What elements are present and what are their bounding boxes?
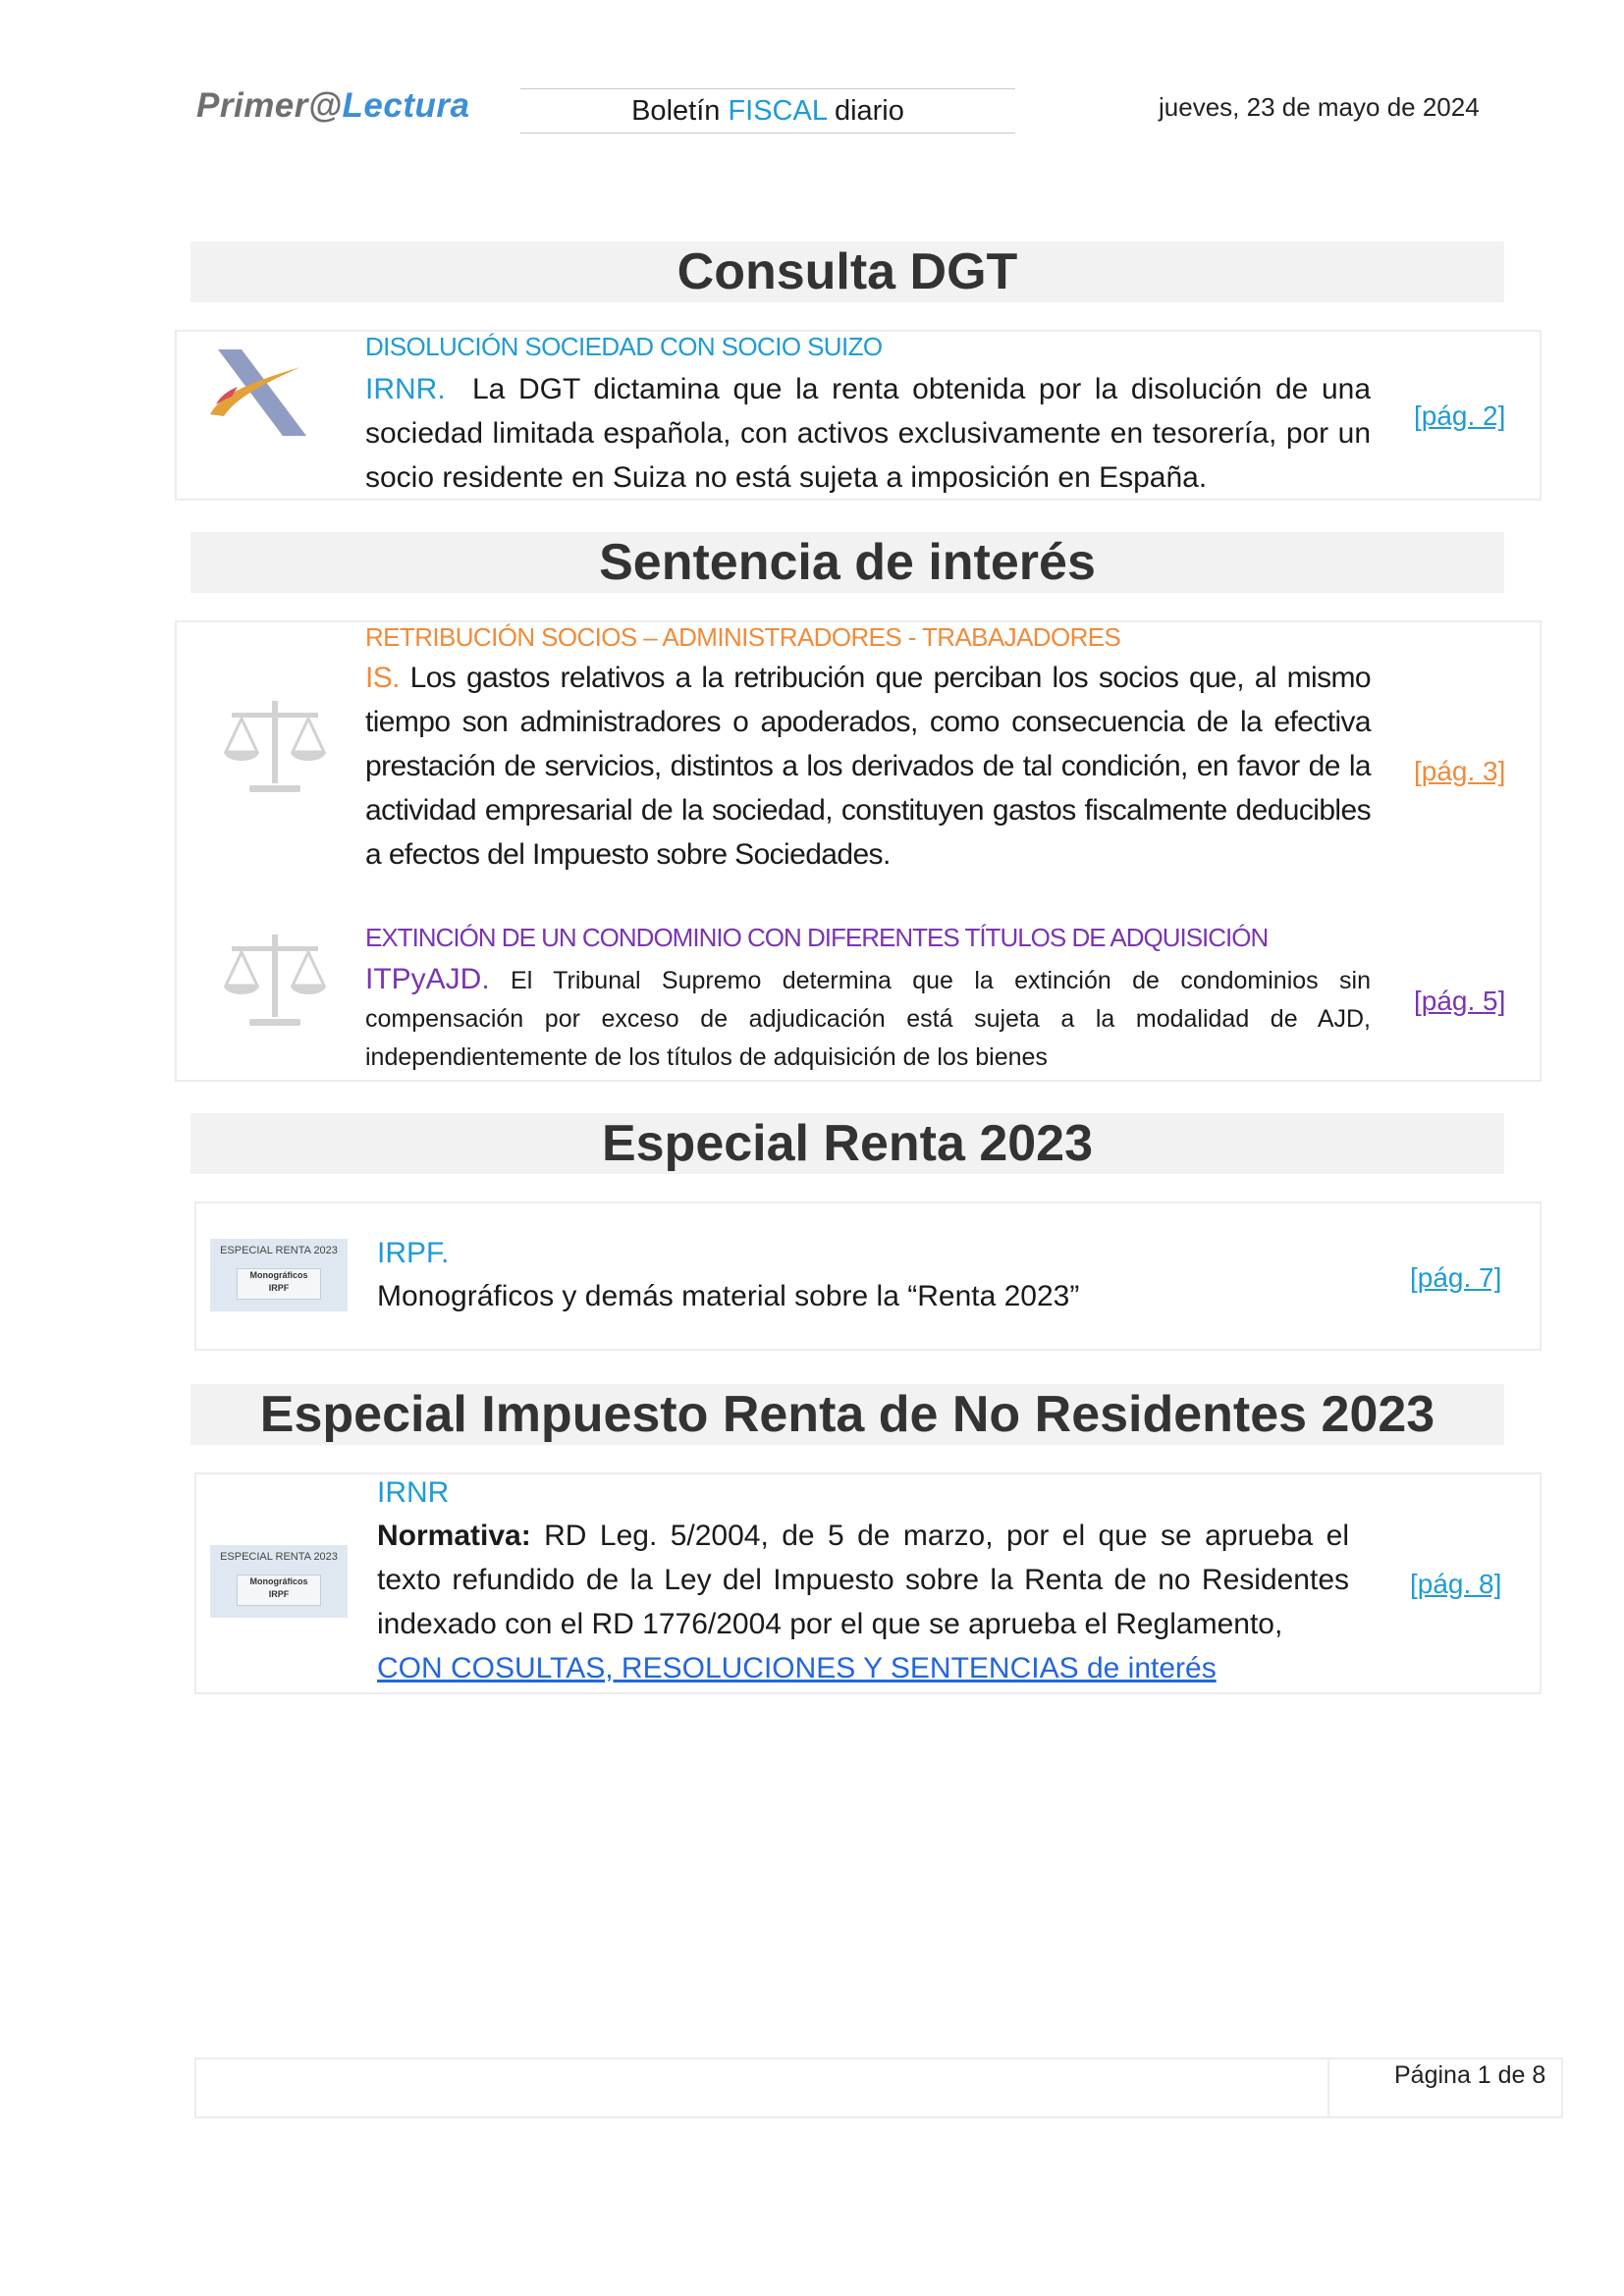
item-text: Monográficos y demás material sobre la “Renta 2023” [377,1280,1080,1312]
item-title: RETRIBUCIÓN SOCIOS – ADMINISTRADORES - TRABAJADORES [365,622,1121,652]
thumb-line1: Monográficos [249,1576,308,1586]
thumb-line1: Monográficos [249,1270,308,1280]
thumb-line2: IRPF [268,1589,290,1599]
item-text: La DGT dictamina que la renta obtenida por la disolución de una sociedad limitada española, con activos exclusivamente en tesorería, por un socio residente en Suiza no está sujeta a imposición en España. [365,373,1372,494]
item-text: Los gastos relativos a la retribución que perciban los socios que, al mismo tiempo son administradores o apoderados, como consecuencia de la efectiva prestación de servicios, distintos a los derivados de tal condición, en favor de la actividad empresarial de la sociedad, constituyen gastos fiscalmente deducibles a efectos del Impuesto sobre Sociedades. [365,662,1371,871]
thumb-title: ESPECIAL RENTA 2023 [220,1245,338,1256]
thumb-inner [237,1575,321,1606]
thumb-line2: IRPF [268,1283,290,1293]
scales-icon [222,927,328,1033]
footer-divider [1327,2057,1329,2118]
tax-label: ITPyAJD. [365,963,490,995]
consultas-link[interactable]: CON COSULTAS, RESOLUCIONES Y SENTENCIAS de interés [377,1652,1217,1684]
section-title-sentencia: Sentencia de interés [190,532,1504,593]
scales-icon [222,693,328,799]
tax-label: IRNR. [365,373,446,405]
section-title-renta: Especial Renta 2023 [190,1113,1504,1174]
logo-part2: Lectura [342,86,470,125]
logo-part1: Primer@ [196,86,343,125]
page-number: Página 1 de 8 [1394,2061,1546,2089]
bulletin-pre: Boletín [631,95,729,127]
section-title-irnr: Especial Impuesto Renta de No Residentes 2023 [190,1384,1504,1445]
item-body [365,960,1371,1077]
item-body [377,1514,1349,1690]
page-link[interactable]: [pág. 7] [1410,1262,1502,1293]
item-title: DISOLUCIÓN SOCIEDAD CON SOCIO SUIZO [365,332,883,361]
bulletin-post: diario [826,95,904,127]
item-text: El Tribunal Supremo determina que la extinción de condominios sin compensación por exceso de adjudicación está sujeta a la modalidad de AJD, independientemente de los títulos de adquisición de los bienes [365,967,1371,1071]
renta-thumbnail[interactable] [210,1239,348,1311]
brand-logo [196,86,469,126]
tax-label: IRNR [377,1476,450,1509]
publication-date: jueves, 23 de mayo de 2024 [1159,92,1480,122]
renta-box [194,1201,1542,1351]
normativa-label: Normativa: [377,1520,531,1552]
page-link[interactable]: [pág. 5] [1414,986,1506,1016]
item-title: EXTINCIÓN DE UN CONDOMINIO CON DIFERENTES TÍTULOS DE ADQUISICIÓN [365,923,1269,952]
aeat-logo-icon [202,346,310,440]
page-link[interactable]: [pág. 3] [1414,756,1506,786]
footer-box [194,2057,1563,2118]
bulletin-title [520,88,1015,133]
page-link[interactable]: [pág. 2] [1414,400,1506,431]
thumb-inner [237,1268,321,1300]
item-body [365,367,1371,500]
item-text: RD Leg. 5/2004, de 5 de marzo, por el que se aprueba el texto refundido de la Ley del Impuesto sobre la Renta de no Residentes indexado con el RD 1776/2004 por el que se aprueba el Reglamento, [377,1520,1349,1640]
page-link[interactable]: [pág. 8] [1410,1569,1502,1599]
item-body [365,656,1371,877]
irnr-thumbnail[interactable] [210,1545,348,1618]
tax-label: IRPF. [377,1237,450,1269]
section-title-consulta: Consulta DGT [190,241,1504,302]
tax-label: IS. [365,662,400,694]
thumb-title: ESPECIAL RENTA 2023 [220,1551,338,1563]
bulletin-accent: FISCAL [728,95,827,127]
